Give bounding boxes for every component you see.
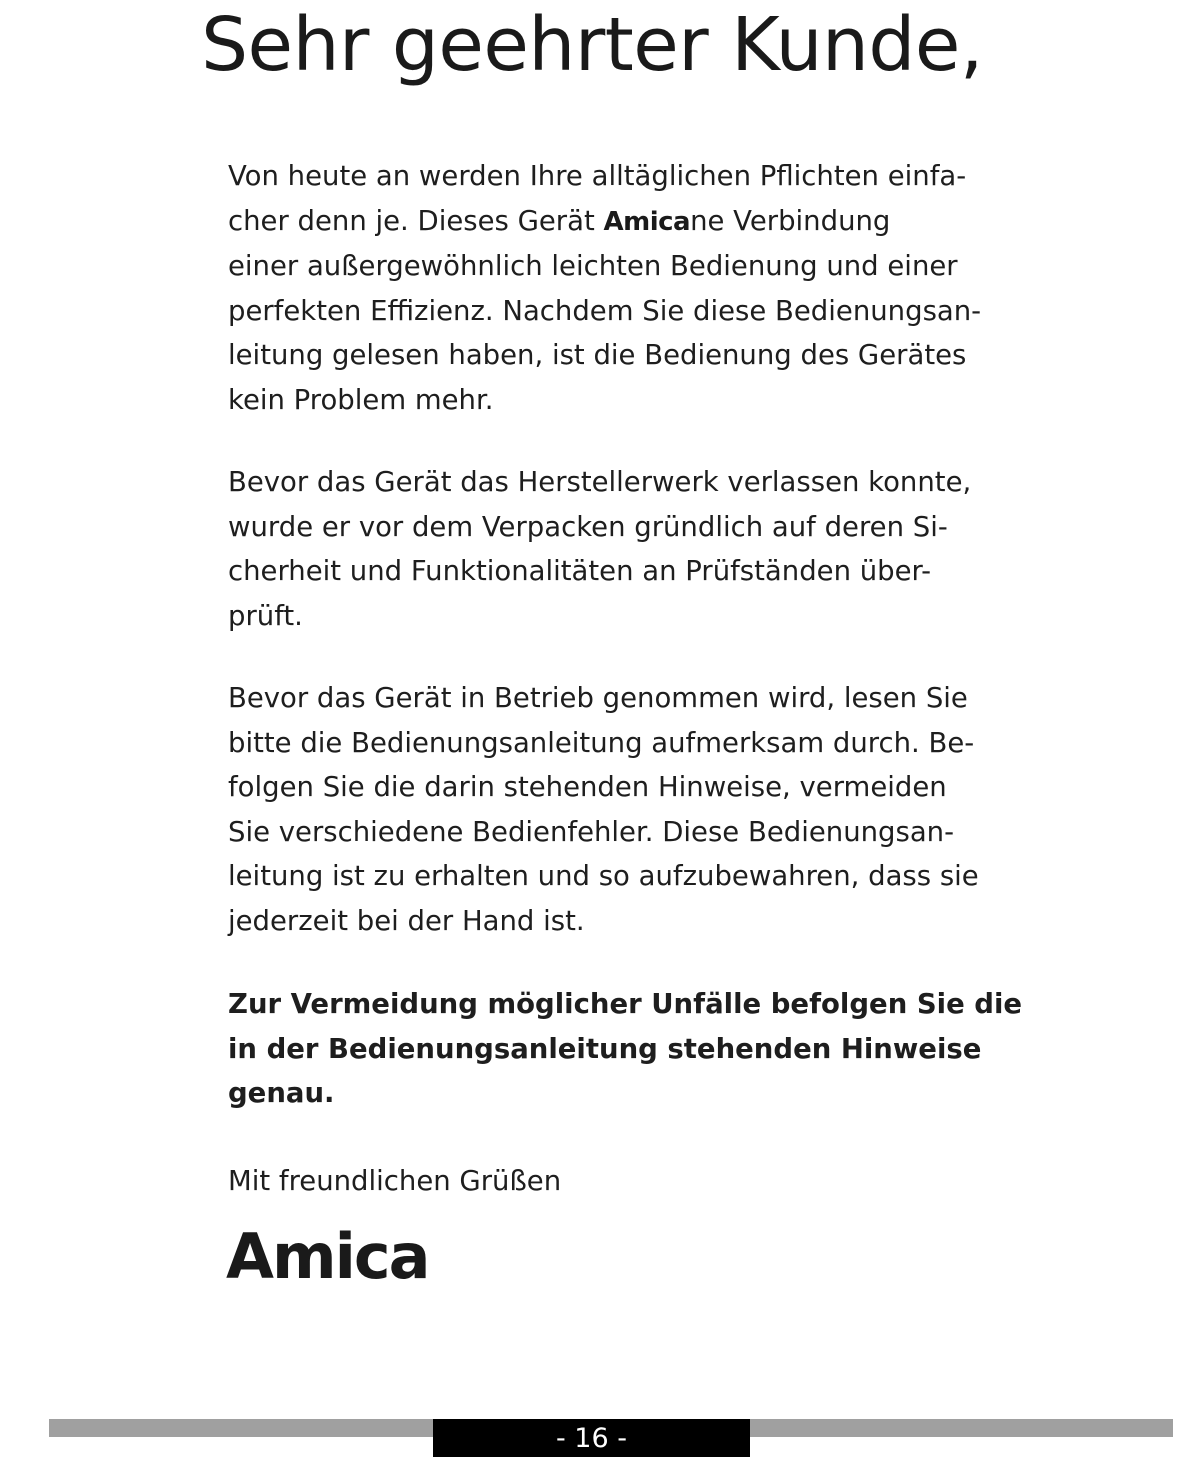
text-line: leitung ist zu erhalten und so aufzubewahren, dass sie — [228, 860, 979, 892]
page-title: Sehr geehrter Kunde, — [201, 2, 983, 88]
text-fragment: cher denn je. Dieses Gerät — [228, 204, 604, 237]
text-line: prüft. — [228, 599, 303, 632]
text-line: in der Bedienungsanleitung stehenden Hinweise — [228, 1032, 982, 1065]
text-line: cherheit und Funktionalitäten an Prüfständen über- — [228, 555, 932, 587]
amica-signature-logo: Amica — [226, 1220, 429, 1293]
amica-inline-logo: Amica — [603, 206, 691, 237]
text-line: Zur Vermeidung möglicher Unfälle befolgen Sie die — [228, 988, 1023, 1020]
text-line — [228, 199, 968, 245]
closing-greeting — [228, 1159, 968, 1204]
warning-paragraph — [228, 982, 1023, 1116]
text-line: Mit freundlichen Grüßen — [228, 1165, 562, 1197]
text-line: perfekten Effizienz. Nachdem Sie diese Bedienungsan- — [228, 294, 982, 327]
text-line: genau. — [228, 1077, 335, 1109]
intro-paragraph — [228, 154, 982, 422]
quality-check-paragraph — [228, 460, 972, 638]
text-line: Sie verschiedene Bedienfehler. Diese Bedienungsan- — [228, 815, 955, 848]
text-line: einer außergewöhnlich leichten Bedienung und einer — [228, 250, 958, 282]
text-line: Bevor das Gerät das Herstellerwerk verlassen konnte, — [228, 466, 972, 498]
text-fragment: ne Verbindung — [690, 204, 891, 237]
text-line: leitung gelesen haben, ist die Bedienung des Gerätes — [228, 339, 967, 371]
text-line: folgen Sie die darin stehenden Hinweise, vermeiden — [228, 771, 947, 803]
instructions-paragraph — [228, 676, 979, 943]
page-number: - 16 - — [433, 1419, 750, 1457]
text-line: Bevor das Gerät in Betrieb genommen wird, lesen Sie — [228, 682, 968, 714]
text-line: Von heute an werden Ihre alltäglichen Pflichten einfa- — [228, 160, 967, 192]
text-line: bitte die Bedienungsanleitung aufmerksam durch. Be- — [228, 726, 975, 759]
text-line: kein Problem mehr. — [228, 383, 494, 416]
text-line: jederzeit bei der Hand ist. — [228, 904, 585, 937]
text-line: wurde er vor dem Verpacken gründlich auf deren Si- — [228, 510, 948, 543]
